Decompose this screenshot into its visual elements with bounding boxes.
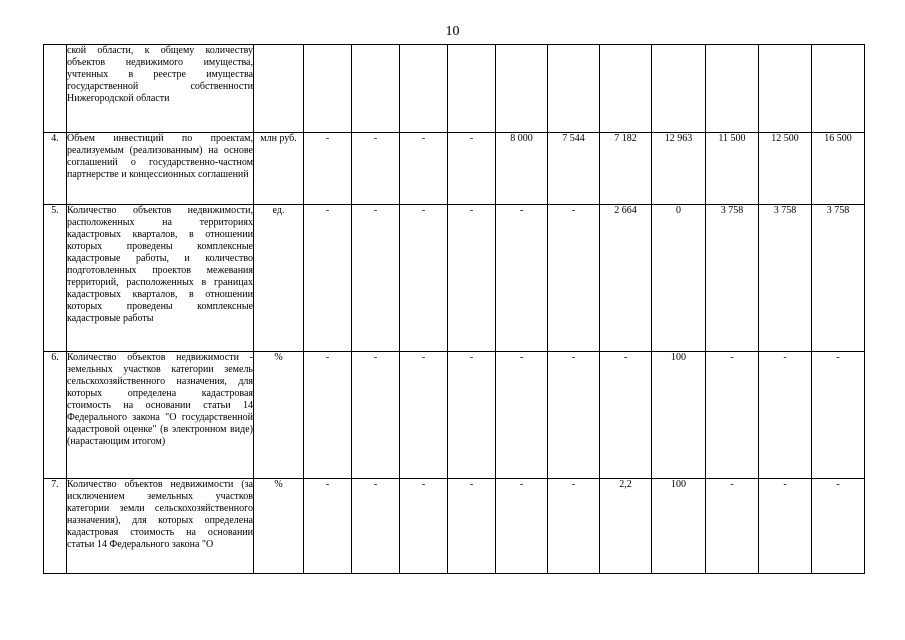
value-cell: 100 [652, 352, 706, 479]
value-cell: 11 500 [706, 133, 759, 205]
value-cell [812, 45, 865, 133]
value-cell: - [400, 133, 448, 205]
value-cell: - [448, 133, 496, 205]
value-cell [652, 45, 706, 133]
value-cell [548, 45, 600, 133]
value-cell: - [304, 205, 352, 352]
unit-cell: % [254, 479, 304, 574]
table-row [44, 205, 865, 352]
row-number: 4. [44, 133, 67, 205]
value-cell [448, 45, 496, 133]
indicator-description: Количество объектов недвижимости - земельных участков категории земель сельскохозяйственного назначения, для которых определена кадастровая стоимость на основании статьи 14 Федерального закона "О государственной кадастровой оценке" (в электронном виде) (нарастающим итогом) [67, 352, 254, 479]
indicator-description: Количество объектов недвижимости, расположенных на территориях кадастровых кварталов, в отношении которых проведены комплексные кадастровые работы, и количество подготовленных проектов межевания территорий, расположенных в границах кадастровых кварталов, в отношении которых проведены комплексные кадастровые работы [67, 205, 254, 352]
indicator-description: ской области, к общему количеству объектов недвижимого имущества, учтенных в реестре имущества государственной собственности Нижегородской области [67, 45, 254, 133]
unit-cell: млн руб. [254, 133, 304, 205]
indicator-description: Количество объектов недвижимости (за исключением земельных участков категории земли сельскохозяйственного назначения), для которых определена кадастровая стоимость на основании статьи 14 Федерального закона "О [67, 479, 254, 574]
value-cell: - [548, 479, 600, 574]
table-row [44, 352, 865, 479]
value-cell [304, 45, 352, 133]
value-cell: 7 182 [600, 133, 652, 205]
unit-cell [254, 45, 304, 133]
value-cell: - [352, 205, 400, 352]
value-cell: 12 963 [652, 133, 706, 205]
value-cell: - [448, 479, 496, 574]
table-row [44, 45, 865, 133]
value-cell [600, 45, 652, 133]
unit-cell: ед. [254, 205, 304, 352]
value-cell: - [400, 479, 448, 574]
value-cell: - [706, 352, 759, 479]
value-cell: 3 758 [706, 205, 759, 352]
value-cell: - [812, 352, 865, 479]
value-cell: 16 500 [812, 133, 865, 205]
value-cell: - [706, 479, 759, 574]
value-cell: - [496, 205, 548, 352]
value-cell: - [600, 352, 652, 479]
value-cell: - [400, 352, 448, 479]
indicators-table [43, 44, 865, 574]
value-cell [352, 45, 400, 133]
value-cell: - [352, 479, 400, 574]
table-row [44, 479, 865, 574]
value-cell: 7 544 [548, 133, 600, 205]
value-cell: - [304, 133, 352, 205]
value-cell: - [448, 352, 496, 479]
value-cell: - [759, 352, 812, 479]
table-row [44, 133, 865, 205]
row-number: 7. [44, 479, 67, 574]
value-cell [706, 45, 759, 133]
value-cell: - [548, 352, 600, 479]
value-cell [496, 45, 548, 133]
value-cell [759, 45, 812, 133]
value-cell: - [304, 352, 352, 479]
value-cell: 0 [652, 205, 706, 352]
value-cell: - [400, 205, 448, 352]
value-cell: 100 [652, 479, 706, 574]
value-cell: 2,2 [600, 479, 652, 574]
value-cell: - [352, 352, 400, 479]
row-number [44, 45, 67, 133]
value-cell: - [304, 479, 352, 574]
value-cell: - [496, 352, 548, 479]
row-number: 6. [44, 352, 67, 479]
value-cell: 8 000 [496, 133, 548, 205]
value-cell: - [548, 205, 600, 352]
value-cell: - [448, 205, 496, 352]
value-cell: 2 664 [600, 205, 652, 352]
value-cell: - [496, 479, 548, 574]
value-cell: - [759, 479, 812, 574]
unit-cell: % [254, 352, 304, 479]
value-cell: 3 758 [759, 205, 812, 352]
indicator-description: Объем инвестиций по проектам, реализуемым (реализованным) на основе соглашений о государственно-частном партнерстве и концессионных соглашений [67, 133, 254, 205]
row-number: 5. [44, 205, 67, 352]
page-number: 10 [445, 24, 460, 39]
value-cell [400, 45, 448, 133]
value-cell: 12 500 [759, 133, 812, 205]
value-cell: 3 758 [812, 205, 865, 352]
value-cell: - [812, 479, 865, 574]
value-cell: - [352, 133, 400, 205]
